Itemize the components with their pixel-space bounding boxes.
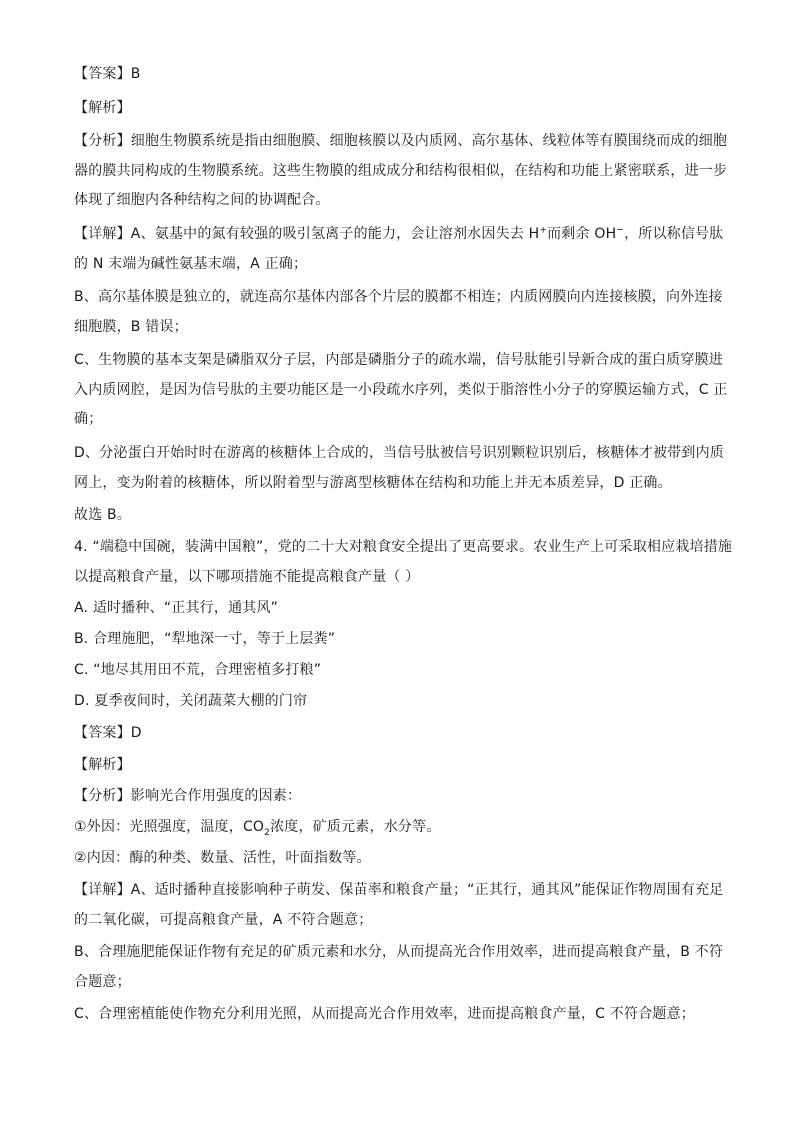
q3-fenxi-line: 【分析】细胞生物膜系统是指由细胞膜、细胞核膜以及内质网、高尔基体、线粒体等有膜围绕而成的细胞 (74, 133, 728, 149)
q3-detail-c-line: 入内质网腔，是因为信号肽的主要功能区是一小段疏水序列，类似于脂溶性小分子的穿膜运输方式，C 正 (74, 382, 728, 398)
q3-detail-d-line: 网上，变为附着的核糖体，所以附着型与游离型核糖体在结构和功能上并无本质差异，D 正确。 (74, 475, 672, 491)
q3-answer: 【答案】B (74, 66, 141, 82)
q4-option-d: D. 夏季夜间时，关闭蔬菜大棚的门帘 (74, 693, 308, 709)
q4-fenxi: 【分析】影响光合作用强度的因素： (74, 788, 302, 804)
q4-stem-line: 以提高粮食产量，以下哪项措施不能提高粮食产量（ ） (74, 569, 420, 585)
q3-detail-c-line: 确； (74, 411, 103, 427)
q4-answer: 【答案】D (74, 725, 142, 741)
q3-detail-a-line (74, 224, 734, 244)
q4-external-text: 浓度，矿质元素，水分等。 (270, 819, 441, 835)
q3-detail-d-line: D、分泌蛋白开始时时在游离的核糖体上合成的，当信号肽被信号识别颗粒识别后，核糖体才被带到内质 (74, 445, 724, 461)
q4-detail-a-line: 的二氧化碳，可提高粮食产量，A 不符合题意； (74, 912, 373, 928)
hydrogen-charge: + (539, 225, 548, 236)
q4-detail-c-line: C、合理密植能使作物充分利用光照，从而提高光合作用效率，进而提高粮食产量，C 不符合题意； (74, 1006, 695, 1022)
q4-stem-line: 4. “端稳中国碗，装满中国粮”，党的二十大对粮食安全提出了更高要求。农业生产上可采取相应栽培措施 (74, 539, 733, 555)
q4-external-factors (74, 817, 734, 837)
q3-detail-a-text: 【详解】A、氨基中的氮有较强的吸引氢离子的能力，会让溶剂水因失去 H (74, 226, 540, 242)
q3-fenxi-line: 器的膜共同构成的生物膜系统。这些生物膜的组成成分和结构很相似，在结构和功能上紧密联系，进一步 (74, 163, 728, 179)
q4-internal-factors: ②内因：酶的种类、数量、活性，叶面指数等。 (74, 850, 371, 866)
q4-analysis-heading: 【解析】 (74, 757, 131, 773)
q4-detail-b-line: B、合理施肥能保证作物有充足的矿质元素和水分，从而提高光合作用效率，进而提高粮食产量，B 不符 (74, 944, 724, 960)
q4-option-a: A. 适时播种、“正其行，通其风” (74, 600, 279, 616)
q3-fenxi-line: 体现了细胞内各种结构之间的协调配合。 (74, 192, 330, 208)
q3-analysis-heading: 【解析】 (74, 100, 131, 116)
q3-choose: 故选 B。 (74, 507, 132, 523)
q3-detail-b-line: 细胞膜，B 错误； (74, 319, 188, 335)
hydroxide-charge: − (616, 225, 625, 236)
q4-external-text: ①外因：光照强度，温度，CO (74, 819, 265, 835)
q4-detail-b-line: 合题意； (74, 974, 131, 990)
q3-detail-c-line: C、生物膜的基本支架是磷脂双分子层，内部是磷脂分子的疏水端，信号肽能引导新合成的蛋白质穿膜进 (74, 352, 723, 368)
q3-detail-a-text: 而剩余 OH (547, 226, 617, 242)
q3-detail-b-line: B、高尔基体膜是独立的，就连高尔基体内部各个片层的膜都不相连；内质网膜向内连接核膜，向外连接 (74, 289, 723, 305)
q3-detail-a-text: ，所以称信号肽 (624, 226, 724, 242)
q4-option-b: B. 合理施肥，“犁地深一寸，等于上层粪” (74, 631, 336, 647)
co2-subscript: 2 (264, 827, 271, 838)
q4-option-c: C. “地尽其用田不荒，合理密植多打粮” (74, 662, 322, 678)
q4-detail-a-line: 【详解】A、适时播种直接影响种子萌发、保苗率和粮食产量；“正其行，通其风”能保证作物周围有充足 (74, 882, 724, 898)
q3-detail-a-line: 的 N 末端为碱性氨基末端，A 正确； (74, 256, 308, 272)
